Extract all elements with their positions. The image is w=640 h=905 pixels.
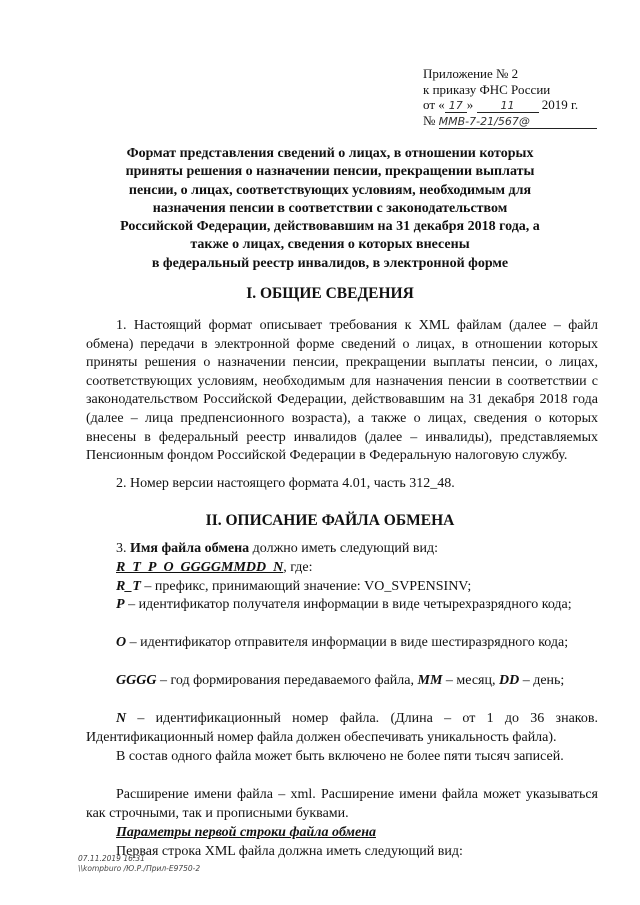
order-number: ММВ-7-21/567@ xyxy=(439,116,597,129)
paragraph-3: 3. Имя файла обмена должно иметь следующий вид: xyxy=(116,541,439,556)
term-n: N – идентификационный номер файла. (Длина – от 1 до 36 знаков. Идентификационный номер файла должен обеспечивать уникальность файла). xyxy=(86,711,598,745)
appendix-date: от « 17 » 11 2019 г. xyxy=(423,97,579,112)
date-year: 2019 г. xyxy=(541,97,579,112)
footer-stamp xyxy=(78,854,200,874)
file-name-label: Имя файла обмена xyxy=(130,541,250,556)
footer-timestamp: 07.11.2019 16:31 xyxy=(78,854,145,863)
paragraph-2: 2. Номер версии настоящего формата 4.01, часть 312_48. xyxy=(116,476,455,491)
section2-heading: II. ОПИСАНИЕ ФАЙЛА ОБМЕНА xyxy=(205,512,455,529)
term-date: GGGG – год формирования передаваемого файла, MM – месяц, DD – день; xyxy=(116,673,565,688)
first-line-subheading: Параметры первой строки файла обмена xyxy=(116,825,376,840)
document-title: Формат представления сведений о лицах, в отношении которых приняты решения о назначении пенсии, прекращении выплаты пенсии, о лицах, соответствующих условиям, необходимым для назначения пенсии в соответствии с законодательством Российской Федерации, действовавшим на 31 декабря 2018 года, а также о лицах, сведения о которых внесены в федеральный реестр инвалидов, в электронной форме xyxy=(120,146,540,271)
paragraph-1: 1. Настоящий формат описывает требования к XML файлам (далее – файл обмена) передачи в электронной форме сведений о лицах, в отношении которых приняты решения о назначении пенсии, прекращении выплаты пенсии, о лицах, соответствующих условиям, необходимым для назначения пенсии в соответствии с законодательством Российской Федерации, действовавшим на 31 декабря 2018 года (далее – лица предпенсионного возраста), а также о лицах, сведения о которых внесены в федеральный реестр инвалидов (далее – инвалиды), представляемых Пенсионным фондом Российской Федерации в Федеральную налоговую службу. xyxy=(86,318,598,464)
term-p: P – идентификатор получателя информации в виде четырехразрядного кода; xyxy=(116,597,572,612)
footer-path: \\kompburo /Ю.Р./Прил-E9750-2 xyxy=(78,864,201,873)
paragraph-first-line: Первая строка XML файла должна иметь следующий вид: xyxy=(116,844,463,859)
date-day: 17 xyxy=(445,100,467,113)
date-month: 11 xyxy=(477,100,539,113)
appendix-line2: к приказу ФНС России xyxy=(423,81,551,97)
file-name-pattern: R_T_P_O_GGGGMMDD_N, где: xyxy=(116,560,313,575)
appendix-block xyxy=(423,66,613,129)
paragraph-record-count: В состав одного файла может быть включено не более пяти тысяч записей. xyxy=(116,749,564,764)
appendix-number: № ММВ-7-21/567@ xyxy=(423,113,613,129)
term-o: O – идентификатор отправителя информации в виде шестиразрядного кода; xyxy=(116,635,569,650)
appendix-line1: Приложение № 2 xyxy=(423,66,519,81)
term-rt: R_T – префикс, принимающий значение: VO_SVPENSINV; xyxy=(116,579,472,594)
paragraph-extension: Расширение имени файла – xml. Расширение имени файла может указываться как строчными, так и прописными буквами. xyxy=(86,787,598,821)
section1-heading: I. ОБЩИЕ СВЕДЕНИЯ xyxy=(246,285,414,302)
